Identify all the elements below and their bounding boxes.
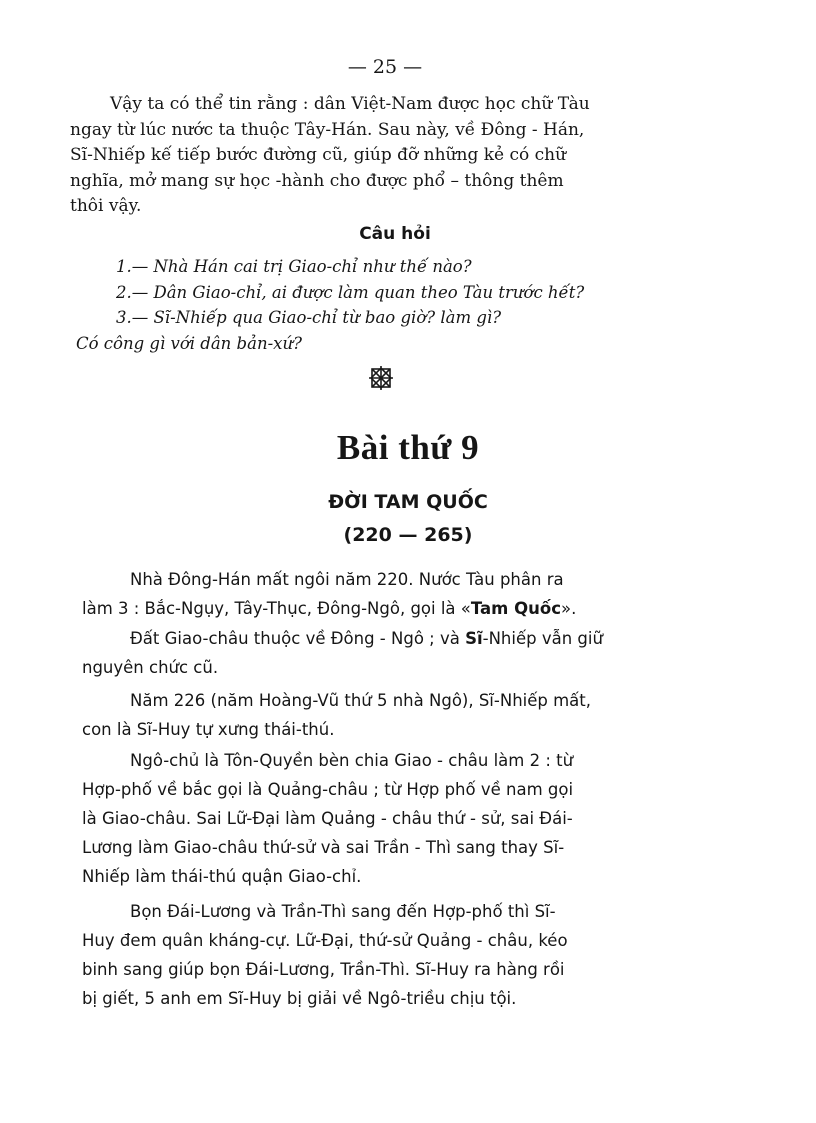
body-line [82, 624, 742, 653]
body-bold-text: Tam Quốc [470, 599, 561, 618]
paragraph-1 [82, 565, 742, 623]
body-line: bị giết, 5 anh em Sĩ-Huy bị giải về Ngô-triều chịu tội. [82, 989, 517, 1008]
question-item: 2.— Dân Giao-chỉ, ai được làm quan theo Tàu trước hết? [116, 282, 585, 302]
body-text: làm 3 : Bắc-Ngụy, Tây-Thục, Đông-Ngô, gọi là « [82, 599, 471, 618]
intro-line: ngay từ lúc nước ta thuộc Tây-Hán. Sau này, về Đông - Hán, [70, 119, 585, 140]
page-number: — 25 — [347, 56, 423, 78]
body-line [82, 594, 742, 623]
body-line: Bọn Đái-Lương và Trần-Thì sang đến Hợp-phố thì Sĩ- [130, 902, 556, 921]
body-line: binh sang giúp bọn Đái-Lương, Trần-Thì. Sĩ-Huy ra hàng rồi [82, 960, 565, 979]
body-line: con là Sĩ-Huy tự xưng thái-thú. [82, 720, 335, 739]
ornament-icon [367, 364, 395, 392]
body-line: nguyên chức cũ. [82, 658, 219, 677]
body-line: Ngô-chủ là Tôn-Quyền bèn chia Giao - châu làm 2 : từ [130, 751, 574, 770]
body-line: Nhà Đông-Hán mất ngôi năm 220. Nước Tàu phân ra [130, 570, 564, 589]
body-text: ». [560, 599, 577, 618]
body-bold-text: Sĩ [465, 629, 483, 648]
lesson-subtitle: ĐỜI TAM QUỐC [328, 491, 488, 513]
intro-paragraph [70, 92, 720, 220]
body-line: Huy đem quân kháng-cự. Lữ-Đại, thứ-sử Quảng - châu, kéo [82, 931, 568, 950]
body-line: Hợp-phố về bắc gọi là Quảng-châu ; từ Hợp phố về nam gọi [82, 780, 574, 799]
body-text: -Nhiếp vẫn giữ [482, 629, 603, 648]
paragraph-4 [82, 746, 742, 891]
question-item: 1.— Nhà Hán cai trị Giao-chỉ như thế nào? [116, 257, 472, 276]
intro-line: nghĩa, mở mang sự học -hành cho được phổ – thông thêm [70, 170, 564, 191]
body-line: Lương làm Giao-châu thứ-sử và sai Trần - Thì sang thay Sĩ- [82, 838, 565, 857]
questions-title: Câu hỏi [359, 224, 431, 244]
intro-line: Vậy ta có thể tin rằng : dân Việt-Nam được học chữ Tàu [110, 94, 590, 114]
lesson-title: Bài thứ 9 [336, 428, 480, 467]
question-item: Có công gì với dân bản-xứ? [76, 333, 302, 353]
paragraph-2 [82, 624, 742, 682]
body-line: Nhiếp làm thái-thú quận Giao-chỉ. [82, 867, 362, 886]
question-item: 3.— Sĩ-Nhiếp qua Giao-chỉ từ bao giờ? làm gì? [116, 308, 502, 327]
lesson-years: (220 — 265) [343, 524, 473, 546]
intro-line: thôi vậy. [70, 196, 142, 216]
intro-line: Sĩ-Nhiếp kế tiếp bước đường cũ, giúp đỡ những kẻ có chữ [70, 145, 567, 165]
paragraph-3 [82, 686, 742, 744]
questions-list [76, 254, 736, 356]
body-line: Năm 226 (năm Hoàng-Vũ thứ 5 nhà Ngô), Sĩ-Nhiếp mất, [130, 691, 592, 710]
body-line: là Giao-châu. Sai Lữ-Đại làm Quảng - châu thứ - sử, sai Đái- [82, 809, 573, 828]
paragraph-5 [82, 897, 742, 1013]
body-text: Đất Giao-châu thuộc về Đông - Ngô ; và [130, 629, 460, 648]
